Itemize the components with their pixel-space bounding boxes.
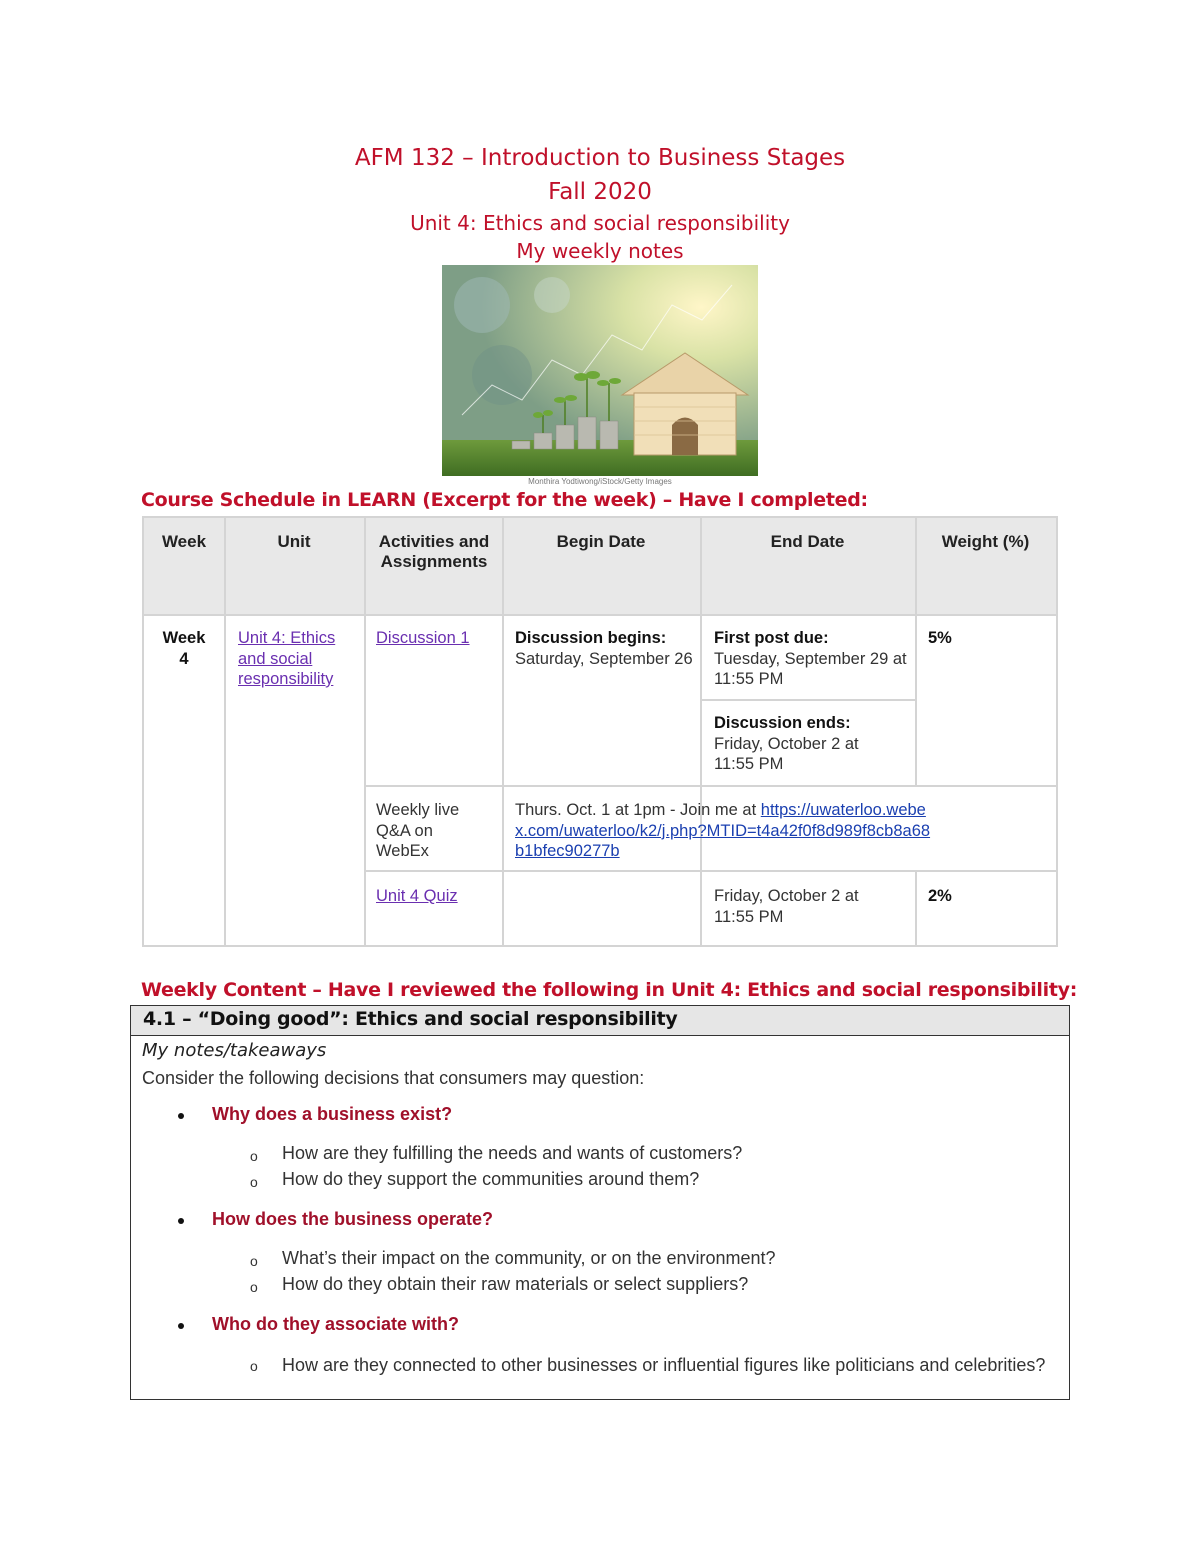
weekly-content-box xyxy=(130,1005,1070,1400)
first-post-value: Tuesday, September 29 at 11:55 PM xyxy=(714,649,907,688)
bullet-dot xyxy=(178,1218,184,1224)
qa-details-text: Thurs. Oct. 1 at 1pm - Join me at xyxy=(515,801,757,819)
webex-link[interactable]: https://uwaterloo.webex.com/uwaterloo/k2/j.php?MTID=t4a42f0f8d989f8cb8a68b1bfec90277b xyxy=(515,801,931,860)
course-title: AFM 132 – Introduction to Business Stages xyxy=(354,145,846,171)
quiz-end-date: Friday, October 2 at 11:55 PM xyxy=(714,887,859,926)
unit-cell xyxy=(238,628,354,690)
coins-house-photo xyxy=(442,265,758,476)
sub-item: How do they support the communities around them? xyxy=(282,1169,700,1189)
unit-title: Unit 4: Ethics and social responsibility xyxy=(410,211,790,235)
col-end-date: End Date xyxy=(770,532,845,551)
schedule-title: Course Schedule in LEARN (Excerpt for the week) – Have I completed: xyxy=(141,489,868,511)
bullet-dot xyxy=(178,1323,184,1329)
schedule-table xyxy=(142,516,1058,947)
col-begin-date: Begin Date xyxy=(556,532,646,551)
quiz-link[interactable]: Unit 4 Quiz xyxy=(376,887,458,905)
unit-link[interactable]: Unit 4: Ethics and social responsibility xyxy=(238,629,336,688)
col-weight: Weight (%) xyxy=(941,532,1030,551)
activity-discussion xyxy=(376,628,496,649)
discussion-ends-value: Friday, October 2 at 11:55 PM xyxy=(714,734,859,773)
sub-bullet-marker: o xyxy=(250,1253,258,1269)
question-how-operate: How does the business operate? xyxy=(212,1209,494,1229)
first-post-label: First post due: xyxy=(714,629,829,647)
sub-bullet-marker: o xyxy=(250,1174,258,1190)
begin-value: Saturday, September 26 xyxy=(515,649,693,668)
first-post-due xyxy=(714,628,909,690)
activity-qa: Weekly live Q&A on WebEx xyxy=(376,801,460,860)
qa-details xyxy=(515,800,935,862)
section-heading: 4.1 – “Doing good”: Ethics and social responsibility xyxy=(143,1008,678,1030)
sub-item: How do they obtain their raw materials or select suppliers? xyxy=(282,1274,749,1294)
col-week: Week xyxy=(161,532,207,551)
begin-label: Discussion begins: xyxy=(515,629,667,647)
discussion-ends xyxy=(714,713,894,775)
col-unit: Unit xyxy=(277,532,311,551)
question-who-associate: Who do they associate with? xyxy=(212,1314,460,1334)
weekly-content-title: Weekly Content – Have I reviewed the following in Unit 4: Ethics and social responsibility: xyxy=(141,979,1077,1001)
question-why-exist: Why does a business exist? xyxy=(212,1104,453,1124)
section-heading-bar xyxy=(131,1006,1069,1036)
sub-bullet-marker: o xyxy=(250,1358,258,1374)
sub-item: How are they fulfilling the needs and wants of customers? xyxy=(282,1143,743,1163)
activity-quiz xyxy=(376,886,496,907)
sub-item: What’s their impact on the community, or on the environment? xyxy=(282,1248,776,1268)
discussion-link[interactable]: Discussion 1 xyxy=(376,629,470,647)
col-activities: Activities and Assignments xyxy=(378,532,490,571)
image-credit: Monthira Yodtiwong/iStock/Getty Images xyxy=(528,477,672,486)
discussion-ends-label: Discussion ends: xyxy=(714,714,851,732)
sub-bullet-marker: o xyxy=(250,1279,258,1295)
discussion-begin xyxy=(515,628,693,669)
term: Fall 2020 xyxy=(548,179,652,205)
page-subtitle: My weekly notes xyxy=(516,239,684,263)
intro-text: Consider the following decisions that consumers may question: xyxy=(142,1068,645,1088)
bullet-dot xyxy=(178,1113,184,1119)
weight-discussion: 5% xyxy=(928,629,952,647)
notes-label: My notes/takeaways xyxy=(142,1040,327,1061)
sub-item: How are they connected to other businesses or influential figures like politicians and celebrities? xyxy=(282,1355,1046,1375)
weight-quiz: 2% xyxy=(928,887,952,905)
week-cell: Week 4 xyxy=(162,629,206,668)
sub-bullet-marker: o xyxy=(250,1148,258,1164)
